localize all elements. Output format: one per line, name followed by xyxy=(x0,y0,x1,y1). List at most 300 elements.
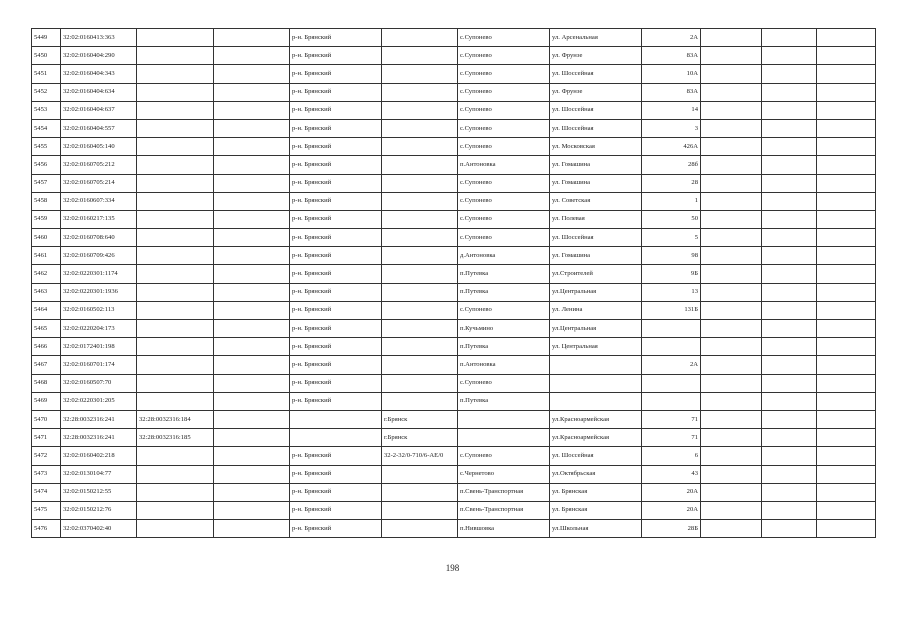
cell-settlement: п.Путевка xyxy=(458,283,550,301)
cell-registration-number: г.Брянск xyxy=(382,429,458,447)
cell-district: р-н. Брянский xyxy=(290,156,382,174)
cell-row-number: 5473 xyxy=(32,465,61,483)
cell-district: р-н. Брянский xyxy=(290,29,382,47)
cell-house-number: 98 xyxy=(642,247,701,265)
cell-col-11 xyxy=(762,174,817,192)
cell-row-number: 5460 xyxy=(32,229,61,247)
cell-parent-cadastral-number xyxy=(137,301,214,319)
cell-settlement: с.Супонево xyxy=(458,47,550,65)
cell-col-4 xyxy=(214,101,290,119)
cell-settlement: п.Кучьмино xyxy=(458,320,550,338)
cell-col-12 xyxy=(817,265,876,283)
cell-settlement: с.Супонево xyxy=(458,447,550,465)
cell-row-number: 5458 xyxy=(32,192,61,210)
table-row xyxy=(32,247,876,265)
cell-col-4 xyxy=(214,465,290,483)
cell-house-number xyxy=(642,320,701,338)
cell-registration-number xyxy=(382,65,458,83)
cell-parent-cadastral-number xyxy=(137,192,214,210)
cell-parent-cadastral-number xyxy=(137,447,214,465)
cell-row-number: 5469 xyxy=(32,392,61,410)
cell-col-12 xyxy=(817,301,876,319)
cell-col-11 xyxy=(762,410,817,428)
cell-street: ул. Полевая xyxy=(550,210,642,228)
cell-district: р-н. Брянский xyxy=(290,465,382,483)
cell-cadastral-number: 32:02:0160404:557 xyxy=(61,119,137,137)
cell-col-10 xyxy=(701,410,762,428)
cell-col-11 xyxy=(762,392,817,410)
cell-registration-number xyxy=(382,465,458,483)
cell-district: р-н. Брянский xyxy=(290,119,382,137)
cell-parent-cadastral-number xyxy=(137,29,214,47)
cell-cadastral-number: 32:02:0160705:214 xyxy=(61,174,137,192)
cell-col-4 xyxy=(214,119,290,137)
cell-col-11 xyxy=(762,338,817,356)
cell-row-number: 5459 xyxy=(32,210,61,228)
cell-row-number: 5465 xyxy=(32,320,61,338)
cell-parent-cadastral-number xyxy=(137,356,214,374)
cell-row-number: 5475 xyxy=(32,501,61,519)
cell-registration-number xyxy=(382,301,458,319)
cell-district: р-н. Брянский xyxy=(290,392,382,410)
cell-house-number: 43 xyxy=(642,465,701,483)
cell-row-number: 5464 xyxy=(32,301,61,319)
cell-district: р-н. Брянский xyxy=(290,501,382,519)
cell-col-10 xyxy=(701,101,762,119)
table-row xyxy=(32,29,876,47)
cell-col-4 xyxy=(214,174,290,192)
cell-registration-number xyxy=(382,265,458,283)
cell-district: р-н. Брянский xyxy=(290,483,382,501)
cell-col-11 xyxy=(762,301,817,319)
cell-col-10 xyxy=(701,320,762,338)
register-table xyxy=(31,28,876,538)
cell-registration-number xyxy=(382,101,458,119)
cell-col-11 xyxy=(762,247,817,265)
table-row xyxy=(32,83,876,101)
cell-street: ул.Красноармейская xyxy=(550,410,642,428)
cell-col-11 xyxy=(762,156,817,174)
cell-cadastral-number: 32:02:0160507:70 xyxy=(61,374,137,392)
cell-street: ул. Шоссейная xyxy=(550,65,642,83)
cell-col-4 xyxy=(214,429,290,447)
cell-row-number: 5452 xyxy=(32,83,61,101)
cell-cadastral-number: 32:28:0032316:241 xyxy=(61,429,137,447)
cell-col-10 xyxy=(701,501,762,519)
cell-row-number: 5466 xyxy=(32,338,61,356)
cell-cadastral-number: 32:02:0160413:363 xyxy=(61,29,137,47)
cell-house-number: 9Б xyxy=(642,265,701,283)
cell-settlement: с.Супонево xyxy=(458,101,550,119)
cell-col-4 xyxy=(214,265,290,283)
cell-col-11 xyxy=(762,320,817,338)
cell-district: р-н. Брянский xyxy=(290,229,382,247)
cell-house-number: 14 xyxy=(642,101,701,119)
table-row xyxy=(32,119,876,137)
cell-col-4 xyxy=(214,229,290,247)
cell-registration-number xyxy=(382,156,458,174)
cell-district: р-н. Брянский xyxy=(290,138,382,156)
table-row xyxy=(32,301,876,319)
cell-street: ул. Брянская xyxy=(550,501,642,519)
cell-registration-number xyxy=(382,356,458,374)
cell-cadastral-number: 32:02:0160502:113 xyxy=(61,301,137,319)
cell-street: ул. Гомашина xyxy=(550,247,642,265)
page-number: 198 xyxy=(445,563,460,573)
cell-house-number: 5 xyxy=(642,229,701,247)
cell-district: р-н. Брянский xyxy=(290,47,382,65)
cell-row-number: 5454 xyxy=(32,119,61,137)
cell-settlement: п.Нившовка xyxy=(458,520,550,538)
cell-registration-number xyxy=(382,29,458,47)
cell-settlement: с.Супонево xyxy=(458,138,550,156)
cell-col-11 xyxy=(762,65,817,83)
cell-col-11 xyxy=(762,83,817,101)
cell-cadastral-number: 32:02:0220204:173 xyxy=(61,320,137,338)
cell-registration-number xyxy=(382,174,458,192)
cell-cadastral-number: 32:02:0150212:76 xyxy=(61,501,137,519)
cell-street: ул. Шоссейная xyxy=(550,119,642,137)
cell-settlement: п.Путевка xyxy=(458,392,550,410)
cell-col-12 xyxy=(817,465,876,483)
cell-col-11 xyxy=(762,47,817,65)
cell-cadastral-number: 32:02:0160402:218 xyxy=(61,447,137,465)
cell-col-4 xyxy=(214,483,290,501)
cell-col-12 xyxy=(817,83,876,101)
cell-settlement: д.Антоновка xyxy=(458,247,550,265)
cell-col-12 xyxy=(817,247,876,265)
cell-registration-number xyxy=(382,83,458,101)
cell-district: р-н. Брянский xyxy=(290,356,382,374)
cell-registration-number: г.Брянск xyxy=(382,410,458,428)
cell-cadastral-number: 32:02:0160701:174 xyxy=(61,356,137,374)
cell-col-10 xyxy=(701,283,762,301)
cell-registration-number xyxy=(382,119,458,137)
cell-street: ул. Советская xyxy=(550,192,642,210)
cell-col-12 xyxy=(817,101,876,119)
cell-col-10 xyxy=(701,210,762,228)
cell-registration-number xyxy=(382,501,458,519)
cell-parent-cadastral-number xyxy=(137,392,214,410)
cell-house-number: 71 xyxy=(642,429,701,447)
cell-registration-number xyxy=(382,247,458,265)
cell-col-4 xyxy=(214,247,290,265)
cell-col-11 xyxy=(762,229,817,247)
cell-street: ул.Строителей xyxy=(550,265,642,283)
cell-parent-cadastral-number xyxy=(137,338,214,356)
cell-col-10 xyxy=(701,156,762,174)
cell-house-number: 20А xyxy=(642,483,701,501)
cell-house-number: 10А xyxy=(642,65,701,83)
cell-col-12 xyxy=(817,320,876,338)
cell-col-11 xyxy=(762,447,817,465)
cell-col-10 xyxy=(701,65,762,83)
table-row xyxy=(32,192,876,210)
cell-street: ул.Красноармейская xyxy=(550,429,642,447)
cell-col-4 xyxy=(214,320,290,338)
cell-district: р-н. Брянский xyxy=(290,447,382,465)
cell-col-10 xyxy=(701,47,762,65)
cell-row-number: 5457 xyxy=(32,174,61,192)
table-row xyxy=(32,338,876,356)
cell-street xyxy=(550,374,642,392)
cell-col-10 xyxy=(701,520,762,538)
cell-registration-number xyxy=(382,520,458,538)
cell-house-number xyxy=(642,392,701,410)
cell-parent-cadastral-number xyxy=(137,501,214,519)
table-body xyxy=(32,29,876,538)
table-row xyxy=(32,320,876,338)
cell-col-4 xyxy=(214,138,290,156)
cell-settlement: п.Свень-Транспортная xyxy=(458,501,550,519)
cell-col-10 xyxy=(701,119,762,137)
cell-house-number: 2А xyxy=(642,356,701,374)
cell-settlement: с.Супонево xyxy=(458,192,550,210)
cell-registration-number xyxy=(382,283,458,301)
cell-settlement: с.Супонево xyxy=(458,374,550,392)
cell-district: р-н. Брянский xyxy=(290,101,382,119)
cell-col-12 xyxy=(817,283,876,301)
cell-street: ул. Фрунзе xyxy=(550,47,642,65)
cell-row-number: 5462 xyxy=(32,265,61,283)
cell-street: ул. Арсенальная xyxy=(550,29,642,47)
cell-col-11 xyxy=(762,429,817,447)
cell-col-4 xyxy=(214,156,290,174)
cell-parent-cadastral-number xyxy=(137,374,214,392)
cell-registration-number xyxy=(382,483,458,501)
cell-parent-cadastral-number xyxy=(137,247,214,265)
cell-col-11 xyxy=(762,101,817,119)
cell-registration-number xyxy=(382,338,458,356)
cell-col-4 xyxy=(214,410,290,428)
cell-cadastral-number: 32:02:0220301:1174 xyxy=(61,265,137,283)
cell-col-10 xyxy=(701,83,762,101)
cell-house-number: 83А xyxy=(642,83,701,101)
cell-row-number: 5470 xyxy=(32,410,61,428)
cell-street xyxy=(550,356,642,374)
cell-col-10 xyxy=(701,192,762,210)
cell-col-4 xyxy=(214,356,290,374)
table-row xyxy=(32,47,876,65)
cell-house-number xyxy=(642,338,701,356)
cell-cadastral-number: 32:02:0160705:212 xyxy=(61,156,137,174)
cell-row-number: 5468 xyxy=(32,374,61,392)
cell-street xyxy=(550,392,642,410)
cell-district: р-н. Брянский xyxy=(290,247,382,265)
table-row xyxy=(32,465,876,483)
cell-row-number: 5456 xyxy=(32,156,61,174)
cell-col-4 xyxy=(214,65,290,83)
cell-parent-cadastral-number xyxy=(137,465,214,483)
cell-col-4 xyxy=(214,47,290,65)
cell-house-number xyxy=(642,374,701,392)
cell-registration-number xyxy=(382,229,458,247)
cell-street: ул. Фрунзе xyxy=(550,83,642,101)
cell-parent-cadastral-number xyxy=(137,156,214,174)
cell-district: р-н. Брянский xyxy=(290,320,382,338)
table-row xyxy=(32,210,876,228)
cell-col-12 xyxy=(817,174,876,192)
cell-row-number: 5455 xyxy=(32,138,61,156)
cell-settlement: с.Супонево xyxy=(458,210,550,228)
cell-col-4 xyxy=(214,29,290,47)
cell-settlement: п.Путевка xyxy=(458,338,550,356)
cell-street: ул. Шоссейная xyxy=(550,447,642,465)
cell-col-12 xyxy=(817,447,876,465)
cell-settlement: с.Супонево xyxy=(458,29,550,47)
table-row xyxy=(32,356,876,374)
cell-col-10 xyxy=(701,138,762,156)
cell-district: р-н. Брянский xyxy=(290,374,382,392)
cell-col-12 xyxy=(817,29,876,47)
cell-col-12 xyxy=(817,501,876,519)
cell-col-10 xyxy=(701,301,762,319)
cell-col-10 xyxy=(701,374,762,392)
cell-col-10 xyxy=(701,356,762,374)
cell-settlement: с.Супонево xyxy=(458,65,550,83)
cell-district: р-н. Брянский xyxy=(290,301,382,319)
cell-street: ул. Московская xyxy=(550,138,642,156)
cell-house-number: 28б xyxy=(642,156,701,174)
table-row xyxy=(32,174,876,192)
cell-cadastral-number: 32:02:0160404:637 xyxy=(61,101,137,119)
cell-cadastral-number: 32:02:0160708:640 xyxy=(61,229,137,247)
cell-settlement xyxy=(458,429,550,447)
cell-district: р-н. Брянский xyxy=(290,265,382,283)
table-row xyxy=(32,483,876,501)
cell-cadastral-number: 32:02:0160404:634 xyxy=(61,83,137,101)
cell-col-12 xyxy=(817,210,876,228)
cell-house-number: 50 xyxy=(642,210,701,228)
cell-row-number: 5451 xyxy=(32,65,61,83)
cell-col-11 xyxy=(762,501,817,519)
cell-settlement: п.Антоновка xyxy=(458,356,550,374)
cell-parent-cadastral-number xyxy=(137,265,214,283)
cell-row-number: 5474 xyxy=(32,483,61,501)
cell-col-12 xyxy=(817,119,876,137)
cell-col-4 xyxy=(214,210,290,228)
cell-cadastral-number: 32:02:0150212:55 xyxy=(61,483,137,501)
cell-cadastral-number: 32:02:0160217:135 xyxy=(61,210,137,228)
cell-col-12 xyxy=(817,392,876,410)
table-row xyxy=(32,65,876,83)
cell-district: р-н. Брянский xyxy=(290,283,382,301)
cell-parent-cadastral-number xyxy=(137,483,214,501)
cell-district: р-н. Брянский xyxy=(290,338,382,356)
cell-settlement: с.Супонево xyxy=(458,229,550,247)
cell-col-12 xyxy=(817,374,876,392)
cell-cadastral-number: 32:02:0160404:290 xyxy=(61,47,137,65)
cell-col-12 xyxy=(817,65,876,83)
cell-parent-cadastral-number xyxy=(137,65,214,83)
cell-col-10 xyxy=(701,483,762,501)
cell-registration-number xyxy=(382,192,458,210)
cell-row-number: 5476 xyxy=(32,520,61,538)
cell-col-10 xyxy=(701,465,762,483)
cell-row-number: 5471 xyxy=(32,429,61,447)
cell-row-number: 5467 xyxy=(32,356,61,374)
cell-registration-number xyxy=(382,47,458,65)
cell-row-number: 5449 xyxy=(32,29,61,47)
cell-row-number: 5463 xyxy=(32,283,61,301)
cell-registration-number xyxy=(382,320,458,338)
cell-registration-number xyxy=(382,210,458,228)
cell-house-number: 3 xyxy=(642,119,701,137)
cell-col-4 xyxy=(214,192,290,210)
cell-cadastral-number: 32:02:0160405:140 xyxy=(61,138,137,156)
cell-street: ул. Шоссейная xyxy=(550,229,642,247)
cell-district: р-н. Брянский xyxy=(290,192,382,210)
cell-settlement: п.Путевка xyxy=(458,265,550,283)
cell-house-number: 131Б xyxy=(642,301,701,319)
cell-col-4 xyxy=(214,520,290,538)
cell-col-11 xyxy=(762,192,817,210)
cell-col-12 xyxy=(817,520,876,538)
cell-district: р-н. Брянский xyxy=(290,174,382,192)
cell-district: р-н. Брянский xyxy=(290,520,382,538)
cell-parent-cadastral-number xyxy=(137,320,214,338)
table-row xyxy=(32,501,876,519)
cell-house-number: 6 xyxy=(642,447,701,465)
cell-street: ул. Гомашина xyxy=(550,174,642,192)
cell-row-number: 5453 xyxy=(32,101,61,119)
cell-parent-cadastral-number xyxy=(137,174,214,192)
cell-parent-cadastral-number xyxy=(137,138,214,156)
cell-col-11 xyxy=(762,356,817,374)
cell-parent-cadastral-number xyxy=(137,520,214,538)
cell-street: ул. Гомашина xyxy=(550,156,642,174)
table-row xyxy=(32,283,876,301)
cell-street: ул. Брянская xyxy=(550,483,642,501)
cell-row-number: 5461 xyxy=(32,247,61,265)
cell-house-number: 20А xyxy=(642,501,701,519)
cell-col-4 xyxy=(214,83,290,101)
table-row xyxy=(32,101,876,119)
cell-registration-number xyxy=(382,138,458,156)
cell-col-11 xyxy=(762,483,817,501)
table-row xyxy=(32,447,876,465)
cell-cadastral-number: 32:02:0130104:77 xyxy=(61,465,137,483)
cell-settlement: п.Антоновка xyxy=(458,156,550,174)
table-row xyxy=(32,392,876,410)
cell-col-12 xyxy=(817,192,876,210)
cell-house-number: 83А xyxy=(642,47,701,65)
cell-col-4 xyxy=(214,447,290,465)
cell-house-number: 426А xyxy=(642,138,701,156)
table-row xyxy=(32,374,876,392)
cell-col-12 xyxy=(817,138,876,156)
cell-settlement: с.Супонево xyxy=(458,301,550,319)
cell-cadastral-number: 32:02:0160404:343 xyxy=(61,65,137,83)
cell-col-11 xyxy=(762,374,817,392)
cell-col-12 xyxy=(817,156,876,174)
cell-house-number: 1 xyxy=(642,192,701,210)
cell-street: ул.Центральная xyxy=(550,283,642,301)
cell-col-4 xyxy=(214,374,290,392)
cell-col-10 xyxy=(701,338,762,356)
cell-col-11 xyxy=(762,283,817,301)
cell-settlement: с.Супонево xyxy=(458,83,550,101)
cell-row-number: 5472 xyxy=(32,447,61,465)
cell-col-10 xyxy=(701,174,762,192)
cell-cadastral-number: 32:02:0160709:426 xyxy=(61,247,137,265)
table-row xyxy=(32,138,876,156)
cell-parent-cadastral-number xyxy=(137,119,214,137)
cell-col-4 xyxy=(214,338,290,356)
cell-house-number: 28 xyxy=(642,174,701,192)
cell-cadastral-number: 32:02:0172401:198 xyxy=(61,338,137,356)
cell-col-10 xyxy=(701,447,762,465)
